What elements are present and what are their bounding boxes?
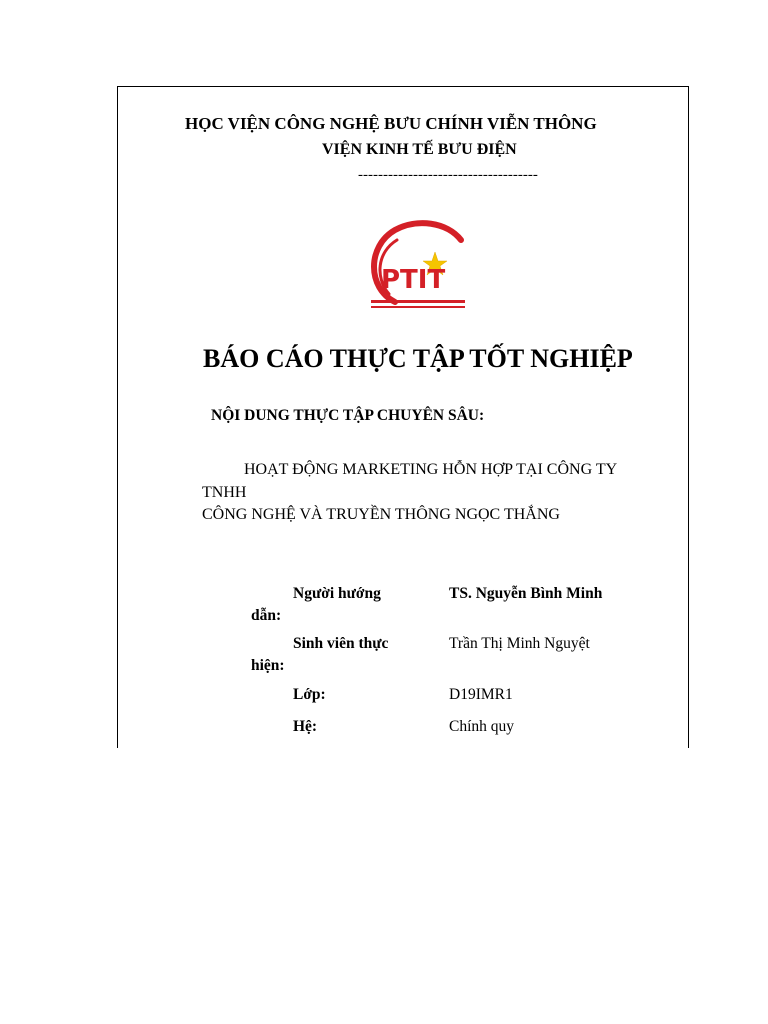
advisor-label-cont: dẫn: (251, 607, 282, 624)
student-label: Sinh viên thực (293, 635, 389, 652)
class-value: D19IMR1 (449, 686, 513, 703)
system-value: Chính quy (449, 718, 515, 735)
report-title: BÁO CÁO THỰC TẬP TỐT NGHIỆP (203, 344, 633, 373)
topic-line-1: HOẠT ĐỘNG MARKETING HỖN HỢP TẠI CÔNG TY (244, 461, 618, 478)
header-divider: ------------------------------------ (358, 167, 538, 183)
topic-line-3: CÔNG NGHỆ VÀ TRUYỀN THÔNG NGỌC THẮNG (202, 506, 560, 523)
sub-institution-name: VIỆN KINH TẾ BƯU ĐIỆN (322, 141, 517, 158)
institution-name: HỌC VIỆN CÔNG NGHỆ BƯU CHÍNH VIỄN THÔNG (185, 114, 597, 133)
class-label: Lớp: (293, 686, 326, 703)
system-label: Hệ: (293, 718, 318, 735)
student-label-cont: hiện: (251, 657, 285, 674)
ptit-logo (365, 218, 469, 314)
student-value: Trần Thị Minh Nguyệt (449, 635, 590, 652)
content-label: NỘI DUNG THỰC TẬP CHUYÊN SÂU: (211, 407, 485, 424)
topic-line-2: TNHH (202, 484, 247, 501)
advisor-value: TS. Nguyễn Bình Minh (449, 585, 603, 602)
advisor-label: Người hướng (293, 585, 381, 602)
logo-text: PTIT (381, 265, 446, 295)
